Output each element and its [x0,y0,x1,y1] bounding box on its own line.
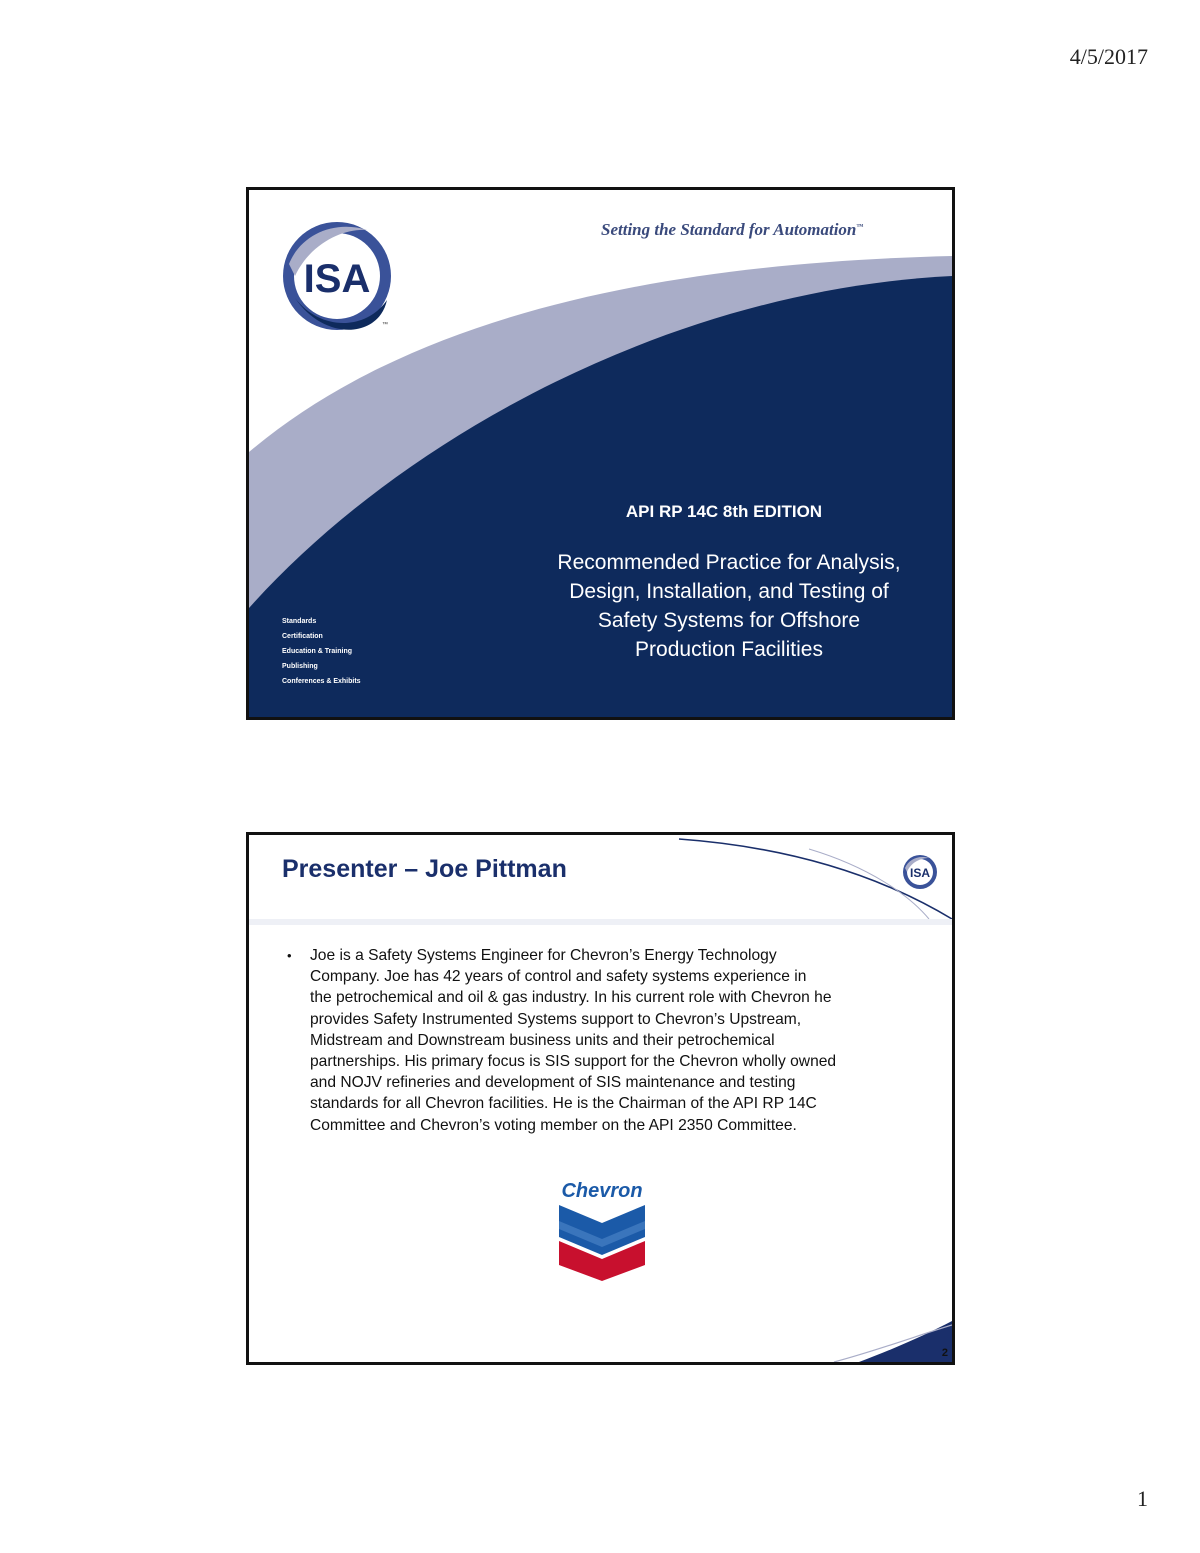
services-item: Education & Training [282,648,353,655]
page-number: 1 [1137,1486,1148,1511]
title-slide [246,187,955,720]
title-line: Safety Systems for Offshore [597,609,861,632]
bullet-line: Committee and Chevron’s voting member on the API 2350 Committee. [310,1116,797,1134]
slide-number: 2 [941,1347,948,1359]
bullet-line: standards for all Chevron facilities. He is the Chairman of the API RP 14C [310,1095,817,1113]
slide-heading: Presenter – Joe Pittman [282,855,567,883]
chevron-logo [555,1179,649,1283]
isa-logo [903,855,937,889]
title-line: Recommended Practice for Analysis, [557,551,901,574]
svg-text:™: ™ [382,322,388,328]
bullet-line: and NOJV refineries and development of SIS maintenance and testing [310,1074,796,1092]
presenter-slide [246,832,955,1365]
services-list [282,614,361,689]
services-item: Standards [282,618,317,625]
title-line: Design, Installation, and Testing of [569,580,889,603]
bullet-line: provides Safety Instrumented Systems support to Chevron’s Upstream, [310,1010,802,1028]
svg-text:ISA: ISA [303,257,371,301]
edition-heading: API RP 14C 8th EDITION [625,502,823,521]
bullet-line: Joe is a Safety Systems Engineer for Chevron’s Energy Technology [310,947,777,964]
bullet-line: Midstream and Downstream business units and their petrochemical [310,1031,775,1049]
bullet-line: partnerships. His primary focus is SIS support for the Chevron wholly owned [310,1053,837,1071]
services-item: Publishing [282,663,318,670]
slide-title [529,548,929,664]
svg-text:ISA: ISA [909,866,931,880]
bullet-line: Company. Joe has 42 years of control and safety systems experience in [310,968,807,986]
isa-logo [283,222,391,330]
bullet-line: the petrochemical and oil & gas industry. In his current role with Chevron he [310,989,832,1007]
title-line: Production Facilities [635,638,823,661]
tagline: Setting the Standard for Automation™ [601,220,864,239]
svg-text:Chevron: Chevron [561,1180,643,1202]
bullet-list [287,945,887,1136]
page-date: 4/5/2017 [1069,44,1148,69]
services-item: Certification [282,633,323,640]
bullet-item [287,945,887,1136]
services-item: Conferences & Exhibits [282,678,361,685]
